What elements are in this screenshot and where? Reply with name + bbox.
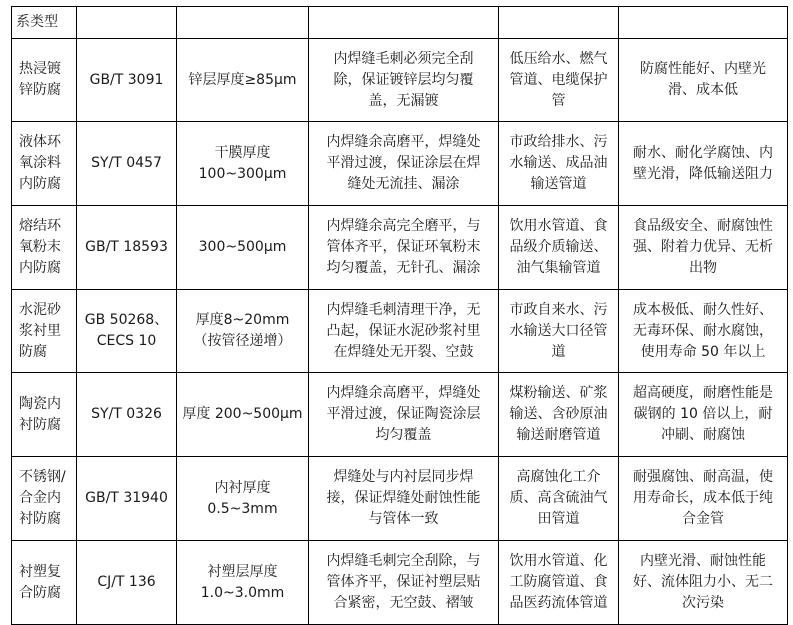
cell-weld-requirement — [309, 457, 499, 541]
table-row — [12, 122, 788, 206]
cell-type — [12, 290, 77, 373]
cell-line: 使用寿命 50 年以上 — [640, 343, 766, 360]
cell-line: 0.5~3mm — [207, 500, 278, 517]
cell-line: 热浸镀 — [19, 61, 61, 77]
cell-line: 平滑过渡，保证陶瓷涂层 — [326, 406, 481, 422]
cell-standard — [77, 373, 177, 457]
table-row — [12, 206, 788, 290]
cell-line: 凸起，保证水泥砂浆衬里 — [326, 322, 481, 339]
table-row — [12, 39, 788, 122]
cell-line: 除，保证镀锌层均匀覆 — [333, 71, 474, 88]
cell-line: 高腐蚀化工介 — [516, 469, 601, 485]
cell-line: 合紧密，无空鼓、褶皱 — [333, 595, 474, 611]
cell-line: 缝处无流挂、漏涂 — [347, 176, 460, 192]
cell-application — [499, 206, 619, 290]
cell-line: GB 50268、 — [84, 312, 169, 328]
cell-type — [12, 122, 77, 206]
cell-weld-requirement — [309, 122, 499, 206]
cell-line: 管 — [551, 92, 566, 109]
cell-line: 饮用水管道、食 — [509, 218, 608, 234]
cell-line: 内焊缝余高磨平，焊缝处 — [326, 134, 481, 150]
cell-line: 锌层厚度≥85μm — [188, 71, 297, 88]
cell-line: （按管径递增） — [193, 333, 292, 349]
cell-line: 出物 — [689, 260, 717, 276]
cell-line: 衬防腐 — [19, 511, 61, 527]
cell-line: 防腐性能好、内壁光 — [640, 61, 766, 77]
cell-thickness — [177, 290, 309, 373]
cell-line: 内焊缝余高完全磨平，与 — [326, 218, 481, 234]
cell-application — [499, 290, 619, 373]
cell-line: 焊缝处与内衬层同步焊 — [333, 469, 474, 485]
cell-line: 强、附着力优异、无析 — [633, 239, 773, 255]
cell-type — [12, 457, 77, 541]
cell-line: 300~500μm — [198, 239, 287, 255]
cell-line: GB/T 18593 — [85, 239, 168, 255]
cell-line: CECS 10 — [96, 333, 157, 349]
cell-thickness — [177, 541, 309, 625]
cell-line: 合金管 — [682, 511, 724, 527]
cell-standard — [77, 122, 177, 206]
cell-line: 在焊缝处无开裂、空鼓 — [333, 343, 474, 360]
cell-weld-requirement — [309, 541, 499, 625]
cell-line: 食品级安全、耐腐蚀性 — [633, 218, 773, 234]
cell-line: 衬防腐 — [19, 416, 61, 433]
cell-line: 衬塑层厚度 — [207, 563, 278, 580]
cell-line: 碳钢的 10 倍以上，耐 — [633, 406, 773, 422]
cell-thickness — [177, 373, 309, 457]
cell-line: 陶瓷内 — [19, 395, 61, 412]
cell-weld-requirement — [309, 290, 499, 373]
table-row — [12, 457, 788, 541]
cell-line: 厚度8~20mm — [195, 312, 290, 328]
cell-thickness — [177, 206, 309, 290]
cell-line: SY/T 0326 — [91, 406, 162, 422]
cell-line: 耐水、耐化学腐蚀、内 — [633, 144, 773, 161]
cell-line: 油气集输管道 — [516, 260, 601, 276]
cell-line: SY/T 0457 — [91, 155, 162, 171]
table-container — [11, 6, 788, 625]
cell-type — [12, 206, 77, 290]
cell-line: 输送耐磨管道 — [516, 427, 601, 443]
cell-line: 衬塑复 — [19, 563, 61, 580]
cell-line: 道 — [551, 343, 566, 360]
cell-line: 煤粉输送、矿浆 — [509, 385, 608, 401]
cell-line: 超高硬度，耐磨性能是 — [633, 385, 773, 401]
cell-line: 低压给水、燃气 — [509, 50, 608, 67]
header-cell-thickness — [177, 7, 309, 39]
cell-application — [499, 122, 619, 206]
cell-advantages — [619, 373, 788, 457]
cell-line: 内防腐 — [19, 260, 61, 276]
cell-type — [12, 541, 77, 625]
cell-line: 品医药流体管道 — [509, 595, 608, 611]
cell-line: 无毒环保、耐水腐蚀， — [633, 322, 773, 339]
cell-line: 氧粉末 — [19, 239, 61, 255]
cell-standard — [77, 206, 177, 290]
cell-weld-requirement — [309, 206, 499, 290]
cell-line: 均匀覆盖，无针孔、漏涂 — [326, 260, 481, 276]
cell-line: 内焊缝毛刺完全刮除，与 — [326, 553, 481, 569]
table-row — [12, 290, 788, 373]
cell-line: 1.0~3.0mm — [200, 584, 285, 601]
cell-standard — [77, 541, 177, 625]
cell-application — [499, 39, 619, 122]
cell-weld-requirement — [309, 39, 499, 122]
table-row — [12, 373, 788, 457]
cell-thickness — [177, 39, 309, 122]
cell-line: 厚度 200~500μm — [182, 406, 303, 422]
header-cell-standard — [77, 7, 177, 39]
cell-line: 不锈钢/ — [19, 469, 66, 485]
cell-line: 管体齐平，保证衬塑层贴 — [326, 574, 481, 590]
cell-line: CJ/T 136 — [97, 574, 156, 590]
cell-line: 次污染 — [682, 595, 724, 611]
cell-line: 成本极低、耐久性好、 — [633, 301, 773, 318]
header-cell-application — [499, 7, 619, 39]
cell-line: 液体环 — [19, 134, 61, 150]
cell-line: 品级介质输送、 — [509, 239, 608, 255]
cell-line: 滑、成本低 — [668, 82, 738, 98]
cell-line: 市政给排水、污 — [509, 134, 608, 150]
cell-line: 用寿命长，成本低于纯 — [633, 490, 773, 506]
cell-line: 浆衬里 — [19, 322, 61, 339]
cell-line: 内壁光滑、耐蚀性能 — [640, 553, 766, 569]
cell-line: 100~300μm — [198, 165, 287, 182]
cell-line: 合金内 — [19, 490, 61, 506]
cell-line: 管体齐平，保证环氧粉末 — [326, 239, 481, 255]
header-cell-type: 系类型 — [12, 7, 77, 39]
header-cell-advantages — [619, 7, 788, 39]
cell-line: 氧涂料 — [19, 155, 61, 171]
cell-line: 防腐 — [19, 343, 47, 360]
cell-line: 合防腐 — [19, 584, 61, 601]
cell-line: 盖，无漏镀 — [368, 92, 439, 109]
cell-line: 水输送、成品油 — [509, 155, 608, 171]
cell-line: 接，保证焊缝处耐蚀性能 — [326, 490, 481, 506]
cell-line: 熔结环 — [19, 218, 61, 234]
cell-line: 与管体一致 — [368, 511, 439, 527]
cell-line: 锌防腐 — [19, 82, 61, 98]
cell-line: 市政自来水、污 — [509, 301, 608, 318]
cell-advantages — [619, 122, 788, 206]
cell-line: 干膜厚度 — [214, 144, 271, 161]
cell-line: 工防腐管道、食 — [509, 574, 608, 590]
cell-advantages — [619, 290, 788, 373]
anticorrosion-table — [11, 6, 788, 625]
cell-line: 均匀覆盖 — [375, 427, 432, 443]
cell-advantages — [619, 457, 788, 541]
cell-line: 输送、含砂原油 — [509, 406, 608, 422]
cell-line: 水输送大口径管 — [509, 322, 608, 339]
table-row — [12, 541, 788, 625]
cell-line: 管道、电缆保护 — [509, 71, 608, 88]
header-cell-weld — [309, 7, 499, 39]
cell-line: 田管道 — [537, 511, 580, 527]
cell-advantages — [619, 206, 788, 290]
cell-thickness — [177, 457, 309, 541]
cell-standard — [77, 290, 177, 373]
cell-line: 水泥砂 — [19, 301, 61, 318]
cell-application — [499, 373, 619, 457]
table-header-row — [12, 7, 788, 39]
cell-line: GB/T 31940 — [85, 490, 168, 506]
cell-application — [499, 541, 619, 625]
cell-line: GB/T 3091 — [89, 71, 164, 88]
cell-weld-requirement — [309, 373, 499, 457]
cell-advantages — [619, 541, 788, 625]
cell-type — [12, 39, 77, 122]
cell-line: 输送管道 — [530, 176, 587, 192]
cell-line: 饮用水管道、化 — [509, 553, 608, 569]
cell-line: 内衬厚度 — [214, 479, 271, 496]
cell-line: 好、流体阻力小、无二 — [633, 574, 773, 590]
cell-line: 平滑过渡，保证涂层在焊 — [326, 155, 481, 171]
cell-line: 内焊缝毛刺必须完全刮 — [333, 50, 474, 67]
cell-line: 内防腐 — [19, 176, 61, 192]
cell-line: 质、高含硫油气 — [509, 490, 608, 506]
cell-line: 壁光滑，降低输送阻力 — [633, 165, 773, 182]
cell-line: 耐强腐蚀、耐高温，使 — [633, 469, 773, 485]
cell-standard — [77, 39, 177, 122]
cell-advantages — [619, 39, 788, 122]
cell-application — [499, 457, 619, 541]
cell-standard — [77, 457, 177, 541]
cell-thickness — [177, 122, 309, 206]
cell-line: 冲刷、耐腐蚀 — [661, 427, 745, 443]
cell-type — [12, 373, 77, 457]
cell-line: 内焊缝余高磨平，焊缝处 — [326, 385, 481, 401]
cell-line: 内焊缝毛刺清理干净，无 — [326, 301, 481, 318]
